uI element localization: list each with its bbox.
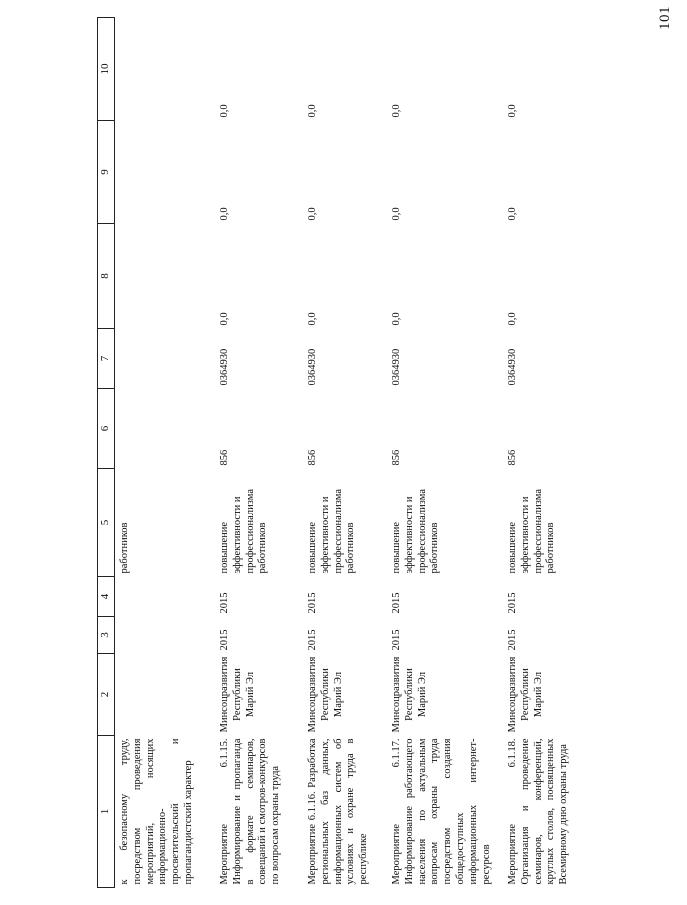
column-header: 1 — [98, 736, 115, 888]
cell-code-2: 0364930 — [507, 348, 518, 386]
cell-code: 856 — [219, 449, 230, 466]
cell-value — [115, 224, 216, 329]
cell-value — [115, 121, 216, 224]
cell-value: 0,0 — [219, 207, 230, 221]
table-row — [503, 18, 599, 888]
cell-value: 0,0 — [307, 104, 318, 118]
column-header: 7 — [98, 329, 115, 389]
cell-measure: Мероприятие 6.1.18. Организация и проведение семинаров, конференций, круглых столов, посвященных Всемирному дню охраны труда — [507, 738, 570, 885]
cell-result: повышение эффективности и профессионализма работников — [219, 489, 269, 574]
cell-value: 0,0 — [507, 207, 518, 221]
cell-executor: Минсоцразвития Республики Марий Эл — [307, 656, 344, 733]
cell-value: 0,0 — [219, 312, 230, 326]
cell-executor: Минсоцразвития Республики Марий Эл — [219, 656, 256, 733]
cell-code-2: 0364930 — [307, 348, 318, 386]
cell-start-year — [115, 617, 216, 654]
cell-start-year: 2015 — [219, 629, 230, 651]
column-header: 10 — [98, 18, 115, 121]
column-header: 2 — [98, 654, 115, 736]
cell-measure: Мероприятие 6.1.17. Информирование работающего населения по актуальным вопросам охраны труда посредством создания общедоступных информационных интернет-ресурсов — [391, 738, 492, 885]
cell-value: 0,0 — [391, 104, 402, 118]
cell-measure: Мероприятие 6.1.16. Разработка региональных баз данных, информационных систем об условиях и охране труда в республике — [307, 738, 370, 885]
cell-code — [115, 389, 216, 469]
cell-value: 0,0 — [307, 312, 318, 326]
cell-executor: Минсоцразвития Республики Марий Эл — [391, 656, 428, 733]
cell-code-2: 0364930 — [219, 348, 230, 386]
cell-value: 0,0 — [507, 312, 518, 326]
cell-end-year: 2015 — [219, 592, 230, 614]
cell-value: 0,0 — [391, 312, 402, 326]
cell-code-2: 0364930 — [391, 348, 402, 386]
cell-start-year: 2015 — [307, 629, 318, 651]
cell-value: 0,0 — [391, 207, 402, 221]
cell-value: 0,0 — [507, 104, 518, 118]
cell-code-2 — [115, 329, 216, 389]
cell-start-year: 2015 — [507, 629, 518, 651]
cell-code: 856 — [307, 449, 318, 466]
rotated-table-canvas — [97, 18, 687, 888]
cell-value — [115, 18, 216, 121]
column-header: 5 — [98, 469, 115, 577]
column-number-row — [98, 18, 115, 888]
column-header: 8 — [98, 224, 115, 329]
cell-code: 856 — [391, 449, 402, 466]
cell-end-year: 2015 — [507, 592, 518, 614]
cell-result: работников — [119, 522, 130, 574]
cell-end-year — [115, 577, 216, 617]
cell-measure: Мероприятие 6.1.15. Информирование и пропаганда в формате семинаров, совещаний и смотров-конкурсов по вопросам охраны труда — [219, 738, 282, 885]
cell-end-year: 2015 — [391, 592, 402, 614]
cell-code: 856 — [507, 449, 518, 466]
table-row — [387, 18, 503, 888]
cell-executor — [115, 654, 216, 736]
cell-value: 0,0 — [219, 104, 230, 118]
program-table — [97, 17, 599, 888]
cell-value: 0,0 — [307, 207, 318, 221]
column-header: 9 — [98, 121, 115, 224]
cell-result: повышение эффективности и профессионализма работников — [391, 489, 441, 574]
table-row — [303, 18, 387, 888]
column-header: 3 — [98, 617, 115, 654]
table-row — [215, 18, 303, 888]
cell-end-year: 2015 — [307, 592, 318, 614]
column-header: 6 — [98, 389, 115, 469]
page-number: 101 — [657, 6, 673, 30]
cell-result: повышение эффективности и профессионализма работников — [307, 489, 357, 574]
column-header: 4 — [98, 577, 115, 617]
table-row — [115, 18, 216, 888]
cell-measure: к безопасному труду, посредством проведения мероприятий, носящих информационно-просветительский и пропагандистский характер — [119, 738, 194, 885]
cell-start-year: 2015 — [391, 629, 402, 651]
cell-result: повышение эффективности и профессионализма работников — [507, 489, 557, 574]
cell-executor: Минсоцразвития Республики Марий Эл — [507, 656, 544, 733]
